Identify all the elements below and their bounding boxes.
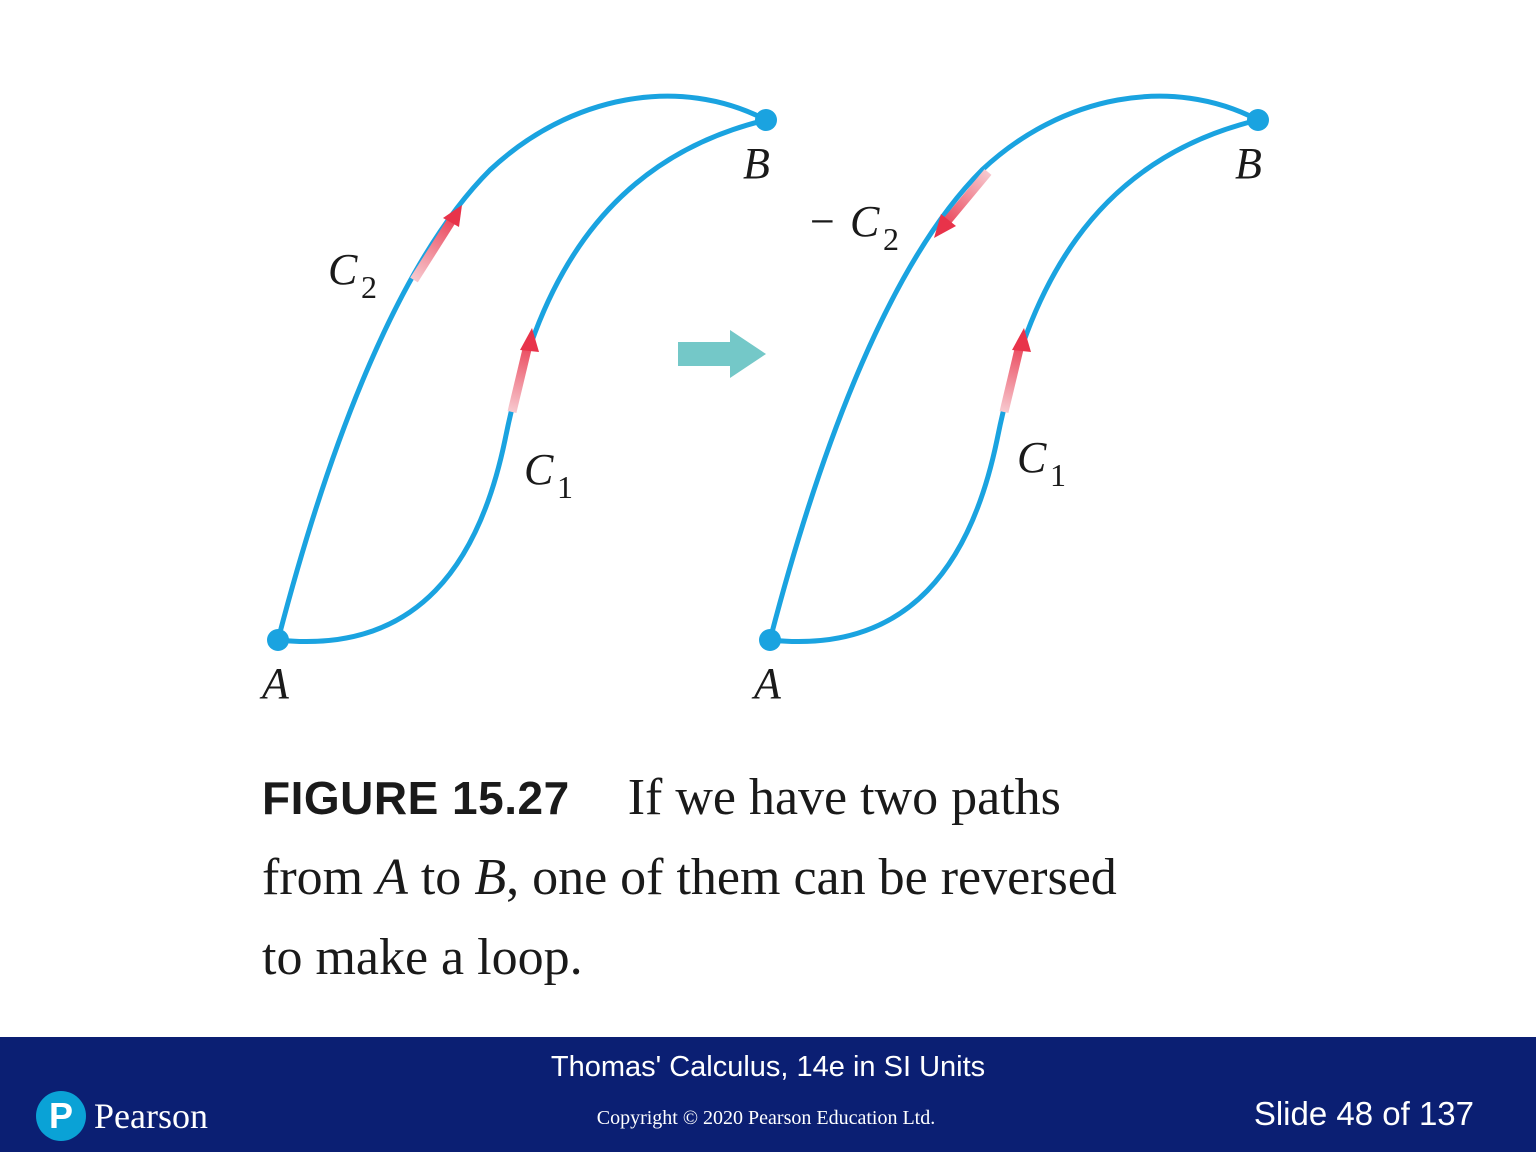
left-panel: [259, 96, 777, 708]
slide-indicator: Slide 48 of 137: [1253, 1095, 1474, 1132]
svg-text:C: C: [850, 197, 880, 246]
pearson-logo-icon: P: [36, 1091, 86, 1141]
direction-arrow-c1-left: [512, 328, 539, 412]
transform-arrow: [678, 330, 766, 378]
label-c2-left: [328, 245, 377, 305]
caption-point-b: B: [474, 849, 507, 906]
svg-text:2: 2: [883, 221, 899, 257]
direction-arrow-c1-right: [1004, 328, 1031, 412]
point-b-left: [755, 109, 777, 131]
book-title: Thomas' Calculus, 14e in SI Units: [550, 1051, 986, 1083]
svg-text:−: −: [810, 197, 835, 246]
copyright-notice: Copyright © 2020 Pearson Education Ltd.: [596, 1107, 936, 1129]
figure-number: FIGURE 15.27: [262, 772, 570, 824]
pearson-wordmark: Pearson: [94, 1096, 208, 1136]
caption-line-3: to make a loop.: [262, 929, 583, 986]
point-a-left: [267, 629, 289, 651]
caption-line-1: [262, 758, 1322, 838]
caption-point-a: A: [376, 849, 408, 906]
label-c1-right: [1017, 433, 1066, 493]
svg-text:1: 1: [557, 469, 573, 505]
label-neg-c2-right: [810, 197, 899, 257]
label-a-left: A: [262, 659, 289, 708]
right-panel: [751, 96, 1269, 708]
footer-bar: [0, 1037, 1536, 1152]
figure-caption: [262, 758, 1322, 998]
svg-text:C: C: [1017, 433, 1047, 482]
caption-text-2a: from: [262, 849, 377, 906]
label-a-right: A: [754, 659, 781, 708]
svg-text:C: C: [524, 445, 554, 494]
point-b-right: [1247, 109, 1269, 131]
direction-arrow-neg-c2-right: [934, 172, 988, 238]
svg-text:C: C: [328, 245, 358, 294]
caption-text-1: If we have two paths: [627, 769, 1061, 826]
label-c1-left: [524, 445, 573, 505]
direction-arrow-c2-left: [414, 205, 462, 280]
caption-text-2b: to: [407, 849, 475, 906]
label-b-left: B: [743, 139, 770, 188]
caption-text-2c: , one of them can be reversed: [506, 849, 1117, 906]
label-b-right: B: [1235, 139, 1262, 188]
caption-line-2: [262, 838, 1322, 918]
point-a-right: [759, 629, 781, 651]
svg-text:1: 1: [1050, 457, 1066, 493]
svg-text:2: 2: [361, 269, 377, 305]
